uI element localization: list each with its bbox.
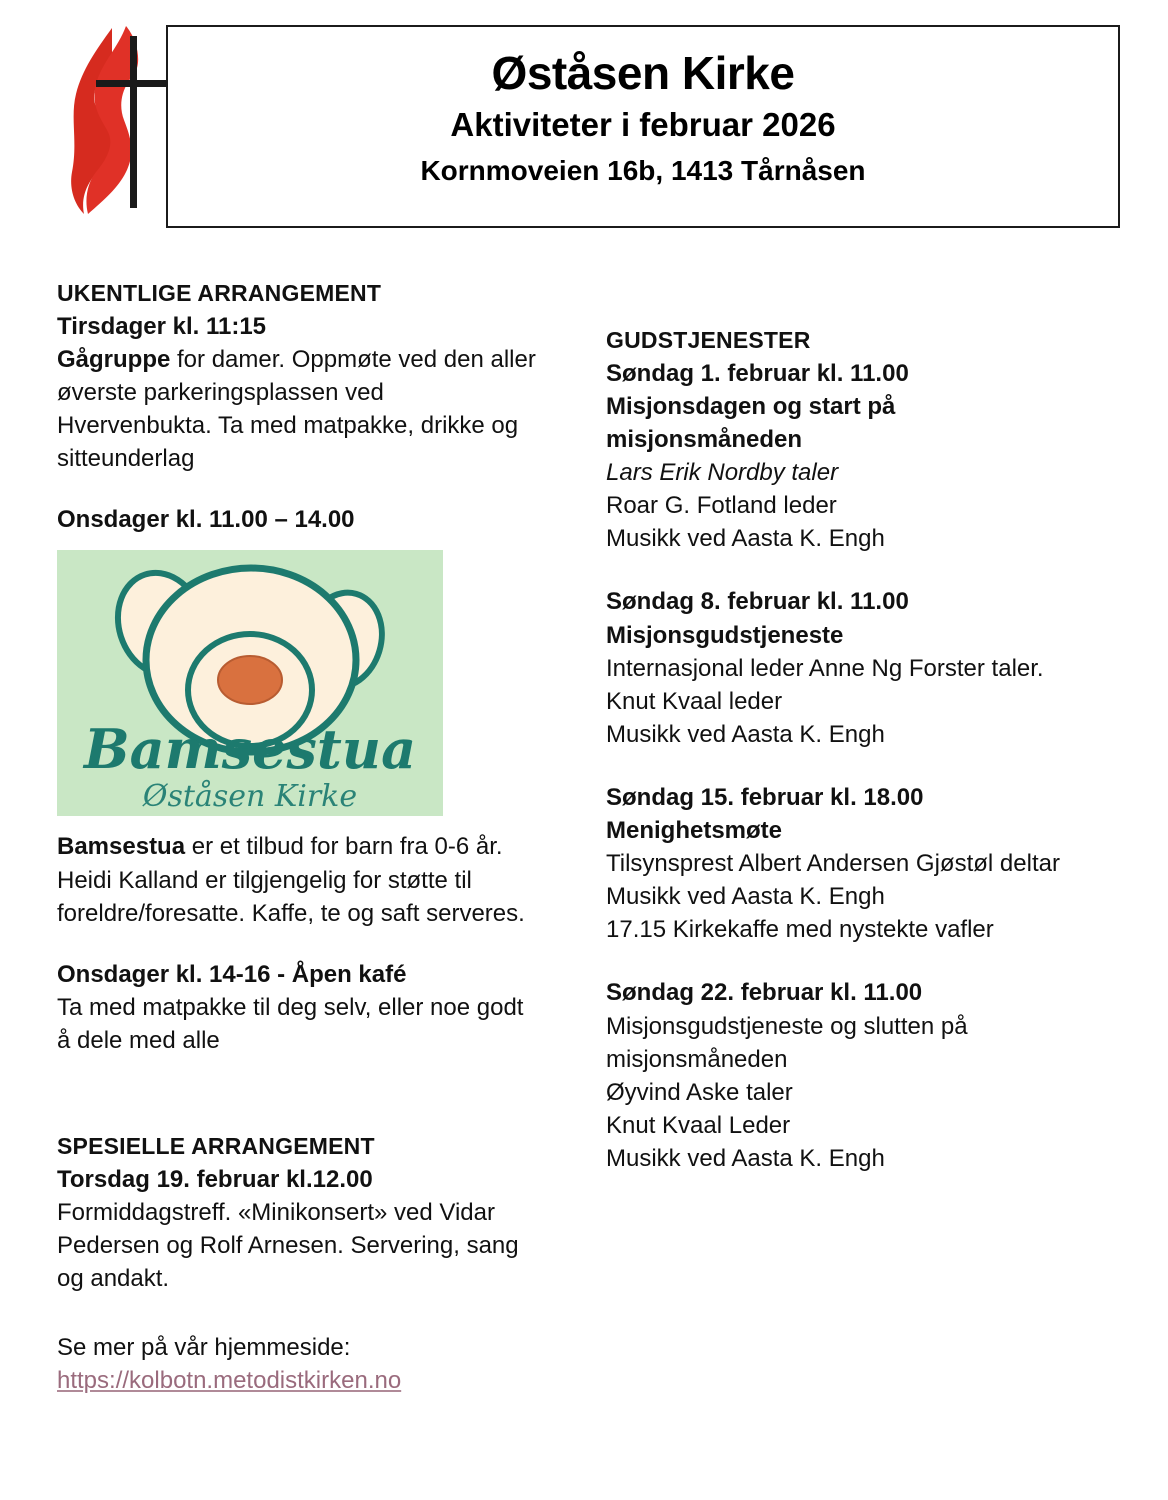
- weekly-events-heading: UKENTLIGE ARRANGEMENT: [57, 280, 382, 306]
- service-line: Musikk ved Aasta K. Engh: [606, 525, 885, 553]
- service-date: Søndag 1. februar kl. 11.00: [606, 359, 909, 387]
- bamsestua-logo: [57, 550, 443, 816]
- page-address: Kornmoveien 16b, 1413 Tårnåsen: [420, 154, 866, 186]
- service-line: Musikk ved Aasta K. Engh: [606, 720, 885, 748]
- spacer: [606, 946, 1096, 976]
- left-column: [57, 278, 537, 1397]
- bamsestua-lead: Bamsestua: [57, 833, 186, 861]
- service-speaker: Lars Erik Nordby taler: [606, 459, 839, 487]
- spacer: [57, 475, 537, 503]
- svg-text:Øståsen Kirke: Øståsen Kirke: [142, 779, 358, 815]
- service-entry: [606, 357, 1096, 556]
- tuesday-lead: Gågruppe: [57, 345, 171, 373]
- website-link[interactable]: https://kolbotn.metodistkirken.no: [57, 1367, 402, 1395]
- spacer: [57, 1057, 537, 1103]
- service-title: Misjonsgudstjeneste: [606, 621, 844, 649]
- service-date: Søndag 22. februar kl. 11.00: [606, 979, 923, 1007]
- title-box: [166, 25, 1120, 228]
- bamsestua-description-text: er et tilbud for barn fra 0-6 år. Heidi Kalland er tilgjengelig for støtte til foreldre/foresatte. Kaffe, te og saft serveres.: [57, 833, 525, 927]
- cross-and-flame-icon: [52, 22, 176, 222]
- website-label: Se mer på vår hjemmeside:: [57, 1334, 351, 1362]
- service-line: Knut Kvaal leder: [606, 687, 783, 715]
- spacer: [57, 930, 537, 958]
- services-heading: GUDSTJENESTER: [606, 327, 811, 353]
- service-line: Knut Kvaal Leder: [606, 1111, 791, 1139]
- service-date: Søndag 15. februar kl. 18.00: [606, 783, 924, 811]
- spacer: [57, 816, 537, 830]
- tuesday-time-heading: Tirsdager kl. 11:15: [57, 312, 267, 340]
- service-entry: [606, 781, 1096, 947]
- spacer: [57, 1295, 537, 1331]
- service-line: Tilsynsprest Albert Andersen Gjøstøl deltar: [606, 850, 1060, 878]
- special-event-description: Formiddagstreff. «Minikonsert» ved Vidar Pedersen og Rolf Arnesen. Servering, sang og andakt.: [57, 1198, 519, 1293]
- special-event-time-heading: Torsdag 19. februar kl.12.00: [57, 1165, 373, 1193]
- wednesday-afternoon-description: Ta med matpakke til deg selv, eller noe godt å dele med alle: [57, 993, 524, 1054]
- right-column: [606, 325, 1096, 1175]
- spacer: [57, 536, 537, 550]
- service-date: Søndag 8. februar kl. 11.00: [606, 588, 909, 616]
- service-entry: [606, 976, 1096, 1175]
- svg-text:Bamsestua: Bamsestua: [83, 717, 417, 782]
- spacer: [606, 751, 1096, 781]
- service-line: Internasjonal leder Anne Ng Forster taler.: [606, 654, 1044, 682]
- page-title: Øståsen Kirke: [491, 47, 795, 99]
- wednesday-afternoon-time-heading: Onsdager kl. 14-16 - Åpen kafé: [57, 960, 407, 988]
- service-line: 17.15 Kirkekaffe med nystekte vafler: [606, 916, 994, 944]
- page-subtitle: Aktiviteter i februar 2026: [450, 105, 836, 143]
- wednesday-morning-time-heading: Onsdager kl. 11.00 – 14.00: [57, 506, 355, 534]
- tuesday-description-text: for damer. Oppmøte ved den aller øverste parkeringsplassen ved Hvervenbukta. Ta med matpakke, drikke og sitteunderlag: [57, 345, 536, 473]
- tuesday-description: [57, 343, 537, 475]
- bamsestua-description: [57, 830, 537, 929]
- service-line: Musikk ved Aasta K. Engh: [606, 883, 885, 911]
- service-line: Musikk ved Aasta K. Engh: [606, 1145, 885, 1173]
- service-entry: [606, 585, 1096, 751]
- page-header: [0, 0, 1168, 250]
- service-line: Misjonsgudstjeneste og slutten på misjonsmåneden: [606, 1012, 968, 1073]
- service-title: Misjonsdagen og start på misjonsmåneden: [606, 392, 896, 453]
- spacer: [57, 1103, 537, 1131]
- service-line: Øyvind Aske taler: [606, 1078, 793, 1106]
- service-title: Menighetsmøte: [606, 817, 783, 845]
- spacer: [606, 555, 1096, 585]
- service-line: Roar G. Fotland leder: [606, 492, 837, 520]
- special-events-heading: SPESIELLE ARRANGEMENT: [57, 1133, 375, 1160]
